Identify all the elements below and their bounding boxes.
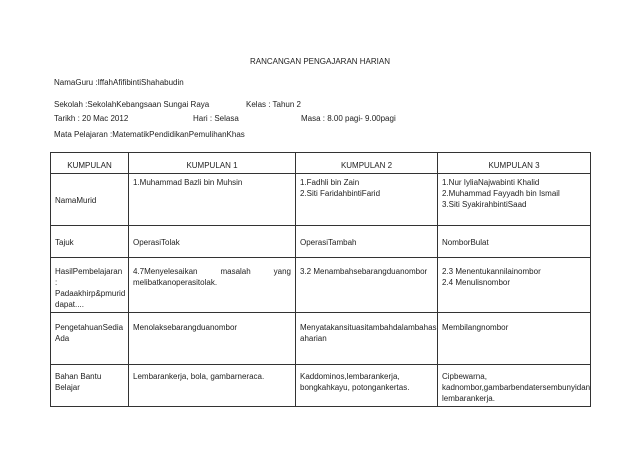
student-name: 1.Nur IyliaNajwabinti Khalid [442,178,540,187]
text-line: Menyatakansituasitambahdalambahas [300,323,437,332]
cell-k3-tajuk: NomborBulat [438,226,591,258]
student-name: 2.Muhammad Fayyadh bin Ismail [442,189,560,198]
day: Hari : Selasa [193,114,239,123]
text-line: aharian [300,334,327,343]
cell-k1-pengetahuan: Menolaksebarangduanombor [129,313,296,365]
cell-k2-tajuk: OperasiTambah [296,226,438,258]
cell-k1-bahan: Lembarankerja, bola, gambarneraca. [129,365,296,407]
cell-k3-hasil [438,258,591,313]
header-kumpulan-3: KUMPULAN 3 [438,153,591,174]
row-label: Tajuk [51,226,129,258]
row-label: Bahan Bantu Belajar [51,365,129,407]
date-line [54,114,396,123]
text-line: Cipbewarna, [442,372,487,381]
row-label [51,313,129,365]
table-row-hasil-pembelajaran [51,258,591,313]
text-line: bongkahkayu, potongankertas. [300,383,410,392]
outcome-line: 2.4 Menulisnombor [442,278,511,287]
label-line: PengetahuanSedia [55,323,124,332]
cell-k1-hasil [129,258,296,313]
label-line: Ada [55,334,70,343]
text-line: lembarankerja. [442,394,495,403]
row-label: NamaMurid [51,174,129,226]
header-kumpulan: KUMPULAN [51,153,129,174]
label-line: dapat.... [55,300,84,309]
document-title: RANCANGAN PENGAJARAN HARIAN [249,57,391,66]
school-line [54,100,302,109]
student-name: 2.Siti FaridahbintiFarid [300,189,381,198]
school-name: Sekolah :SekolahKebangsaan Sungai Raya [54,100,210,109]
table-header-row [51,153,591,174]
outcome-line: 4.7Menyelesaikan masalah yang [133,267,291,276]
cell-k1-murid [129,174,296,226]
table-row-pengetahuan-sedia-ada [51,313,591,365]
cell-k2-pengetahuan [296,313,438,365]
student-name: 1.Muhammad Bazli bin Muhsin [133,178,243,187]
text-line: Kaddominos,lembarankerja, [300,372,400,381]
time: Masa : 8.00 pagi- 9.00pagi [301,114,396,123]
header-kumpulan-1: KUMPULAN 1 [129,153,296,174]
label-line: Padaakhirp&pmurid [55,289,126,298]
row-label [51,258,129,313]
cell-k1-tajuk: OperasiTolak [129,226,296,258]
cell-k2-hasil: 3.2 Menambahsebarangduanombor [296,258,438,313]
table-row-tajuk [51,226,591,258]
lesson-plan-table [50,152,591,407]
subject: Mata Pelajaran :MatematikPendidikanPemulihanKhas [54,130,245,139]
cell-k2-bahan [296,365,438,407]
cell-k2-murid [296,174,438,226]
text-line: kadnombor,gambarbendatersembunyidan [442,383,591,392]
header-kumpulan-2: KUMPULAN 2 [296,153,438,174]
cell-k3-pengetahuan: Membilangnombor [438,313,591,365]
table-row-nama-murid [51,174,591,226]
teacher-name: NamaGuru :IffahAfifibintiShahabudin [54,78,184,87]
class-info: Kelas : Tahun 2 [246,100,302,109]
cell-k3-murid [438,174,591,226]
table-row-bahan-bantu-belajar [51,365,591,407]
date: Tarikh : 20 Mac 2012 [54,114,129,123]
student-name: 1.Fadhli bin Zain [300,178,360,187]
outcome-line: 2.3 Menentukannilainombor [442,267,541,276]
label-line: HasilPembelajaran : [55,267,123,287]
cell-k3-bahan [438,365,591,407]
student-name: 3.Siti SyakirahbintiSaad [442,200,527,209]
outcome-line: melibatkanoperasitolak. [133,278,218,287]
